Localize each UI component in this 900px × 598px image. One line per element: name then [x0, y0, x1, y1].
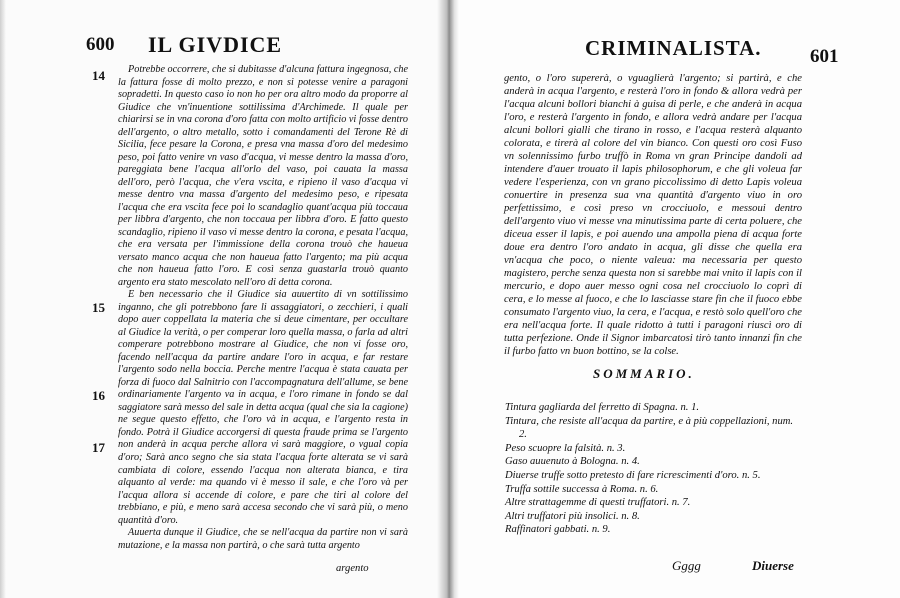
margin-number: 17 [92, 440, 105, 455]
summary-item: Tintura, che resiste all'acqua da partire, e à più coppellazioni, num. 2. [505, 415, 794, 441]
right-page-number: 601 [810, 46, 839, 67]
signature-mark: Gggg [672, 558, 701, 573]
summary-item: Gaso auuenuto à Bologna. n. 4. [505, 456, 640, 468]
paragraph: Potrebbe occorrere, che si dubitasse d'alcuna fattura ingegnosa, che la fattura fosse di molto prezzo, e non si potesse venire a paragoni sopradetti. In questo caso io non ho per ora altro modo da proporre al Giudice che vn'inuentione sottilissima d'Archimede. Il quale per chiarirsi se in vna corona d'oro fatta con molto artificio vi fosse dentro dell'argento, o altro metallo, sotto i comandamenti del Terone Rè di Sicilia, fece pesare la Corona, e presa vna massa d'oro del medesimo peso, poi fatto venire vn vaso d'acqua, vi messe dentro la massa d'oro, pareggiata bene l'acqua all'orlo del vaso, poi cauata la massa dell'oro, però l'acqua, che v'era vscita, e ripieno il vaso d'acqua vi messe dentro vna massa d'argento del medesimo peso, e ripesata l'acqua che era vscita fece poi lo scandaglio quant'acqua più toccaua per libbra d'argento, che non toccaua per libbra d'oro. E fatto questo scandaglio, ripieno il vaso vi messe dentro la corona, e pesata l'acqua, che era versata per l'immissione della corona trouò che haueua versato manco acqua che non haueua fatto l'argento; ma più acqua che non haueua fatto l'oro. E così senza guastarla trouò quanto argento era stato mescolato nell'oro di detta corona. [118, 64, 409, 288]
summary-item: Diuerse truffe sotto pretesto di fare ricrescimenti d'oro. n. 5. [505, 469, 761, 481]
right-body-text [504, 72, 802, 358]
summary-item: Altri truffatori più insolici. n. 8. [505, 510, 640, 522]
paragraph: gento, o l'oro supererà, o vguaglierà l'argento; si partirà, e che anderà in acqua l'argento, e resterà l'oro in fondo & allora vedrà per l'acqua alcuni bollori bianchi à guisa di perle, e che anderà in acqua l'oro, e resterà l'argento in fondo, e allora vedrà andare per l'acqua alcuni bollori gialli che tirano in rosso, e l'acqua resterà alquanto colorata, e tirerà al colore del vin bianco. Con questi oro così Fuso vn solennissimo furbo truffò in Roma vn gran Principe dandoli ad intendere d'auer trouato il lapis philosophorum, e che gli voleua far vedere l'esperienza, con vn grano piccolissimo di detto Lapis voleua conuertire in presenza sua vna quantità d'argento viuo in oro perfettissimo, e così preso vn crocciuolo, e messoui dentro dell'argento viuo vi messe vna minutissima parte di certa poluere, che diceua esser il lapis, e poi auendo una ampolla piena di acqua forte doue era dentro l'oro andato in acqua, gli disse che quella era vn'acqua che poco, o niente valeua: ma necessaria per questo magistero, perche senza questa non si sarebbe mai vnito il lapis con il mercurio, e dopo auer messo ogni cosa nel crocciuolo lo coprì di cera, e lo messe al fuoco, e che lo lasciasse stare fin che il fuoco ebbe consumato l'argento viuo, la cera, e l'acqua, e restò solo quell'oro che era nell'acqua forte. Il quale ridotto à tutti i paragoni riuscì oro di tutta perfezione. Onde il Signor imbarcatosi tirò tanto innanzi fin che il furbo fatto vn buon bottino, se la colse. [504, 73, 802, 357]
paragraph: E ben necessario che il Giudice sia auuertito di vn sottilissimo inganno, che gli potrebbono fare li assaggiatori, o zecchieri, i quali dopo auer coppellata la materia che si deue cimentare, per occultare al Giudice la verità, o per comperar loro quella massa, o farla ad altri comperare potrebbono mostrare al Giudice, che non vi fosse oro, facendo nell'acqua da partire andare l'oro in acqua, e far restare l'argento sodo nella boccia. Perche mentre l'acqua è stata cauata per forza di fuoco dal Salnitrio con l'accompagnatura dell'allume, se bene ordinariamente l'argento va in acqua, e l'oro rimane in fondo se dal saggiatore sarà messo del sale in detta acqua (qual che sia la cagione) ne segue questo effetto, che l'oro và in acqua, e l'argento resta in fondo. Potrà il Giudice accorgersi di questa fraude prima se l'argento non anderà in acqua perche allora vi sarà maggiore, o vgual copia d'oro; Sarà anco segno che sia stata l'acqua forte alterata se vi sarà cambiata di colore, essendo l'acqua non alterata bianca, e tira alquanto al verde: ma quando vi è messo il sale, e che l'oro và per l'acqua allora si accende di colore, e pare che tiri al colore del trebbiano, e più, e meno sarà accesa secondo che vi sarà più, o meno quantità d'oro. [118, 289, 408, 526]
summary-item: Raffinatori gabbati. n. 9. [505, 524, 611, 536]
left-catchword: argento [336, 563, 369, 574]
page-edge-shadow [0, 0, 6, 598]
summary-list [505, 401, 801, 537]
summary-item: Tintura gagliarda del ferretto di Spagna. n. 1. [505, 402, 700, 413]
margin-number: 14 [92, 68, 105, 83]
right-running-head: CRIMINALISTA. [585, 36, 762, 60]
paragraph: Auuerta dunque il Giudice, che se nell'acqua da partire non vi sarà mutazione, e la massa non partirà, o che sarà tutta argento [118, 527, 408, 551]
summary-heading: SOMMARIO. [593, 366, 695, 381]
summary-item: Truffa sottile successa à Roma. n. 6. [505, 483, 659, 495]
left-body-text [118, 64, 408, 552]
right-catchword: Diuerse [752, 558, 794, 573]
left-running-head: IL GIVDICE [148, 32, 283, 57]
left-page-number: 600 [86, 34, 115, 55]
margin-number: 15 [92, 300, 105, 315]
book-spine-shadow [437, 0, 459, 598]
margin-number: 16 [92, 388, 105, 403]
summary-item: Peso scuopre la falsità. n. 3. [505, 442, 626, 454]
summary-item: Altre strattagemme di questi truffatori. n. 7. [505, 497, 691, 509]
